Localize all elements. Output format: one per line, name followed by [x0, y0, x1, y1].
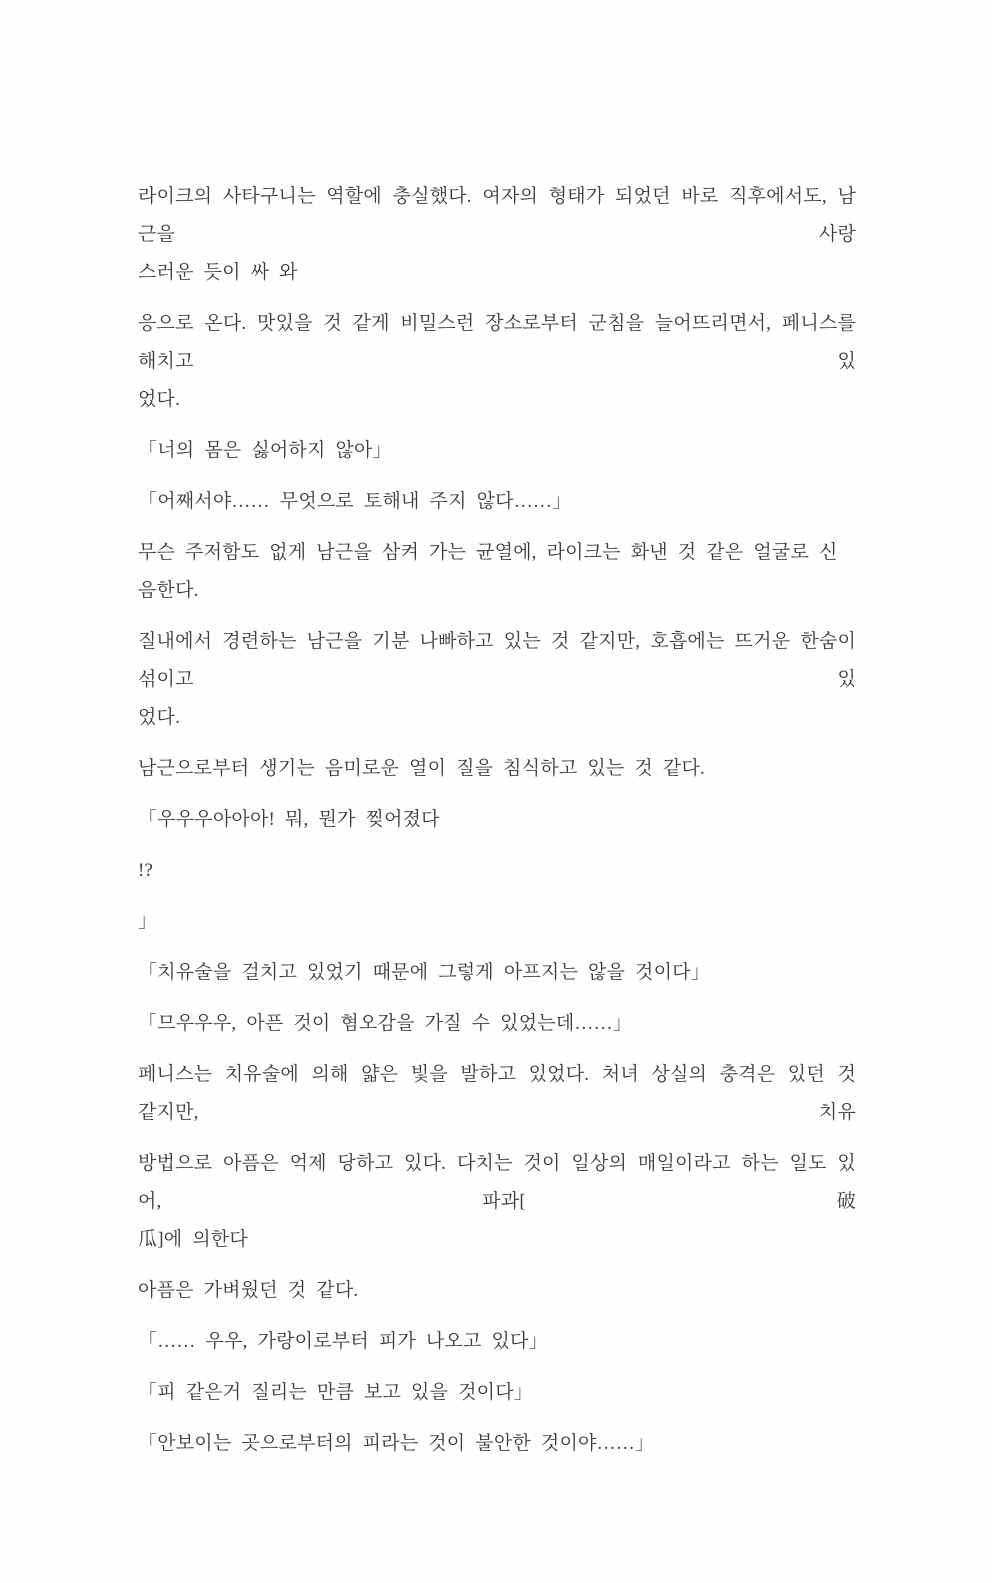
dialogue-line: 「므우우우, 아픈 것이 혐오감을 가질 수 있었는데……」 [138, 1013, 632, 1034]
paragraph [138, 954, 856, 992]
dialogue-line: 「피 같은거 질리는 만큼 보고 있을 것이다」 [138, 1382, 533, 1403]
paragraph [138, 432, 856, 470]
text-line: 瓜]에 의한다 [138, 1229, 248, 1250]
text-line: 아픔은 가벼웠던 것 같다. [138, 1280, 359, 1301]
dialogue-line: 「…… 우우, 가랑이로부터 피가 나오고 있다」 [138, 1331, 548, 1352]
text-line: !? [138, 860, 154, 881]
paragraph [138, 1374, 856, 1412]
text-line: 무슨 주저함도 없게 남근을 삼켜 가는 균열에, 라이크는 화낸 것 같은 얼굴로 신음한다. [138, 542, 838, 601]
text-line: 라이크의 사타구니는 역할에 충실했다. 여자의 형태가 되었던 바로 직후에서도, 남근을 사랑 [138, 186, 856, 245]
paragraph [138, 852, 856, 890]
paragraph [138, 903, 856, 941]
text-line: 스러운 듯이 싸 와 [138, 262, 298, 283]
paragraph [138, 534, 856, 610]
text-line: 남근으로부터 생기는 음미로운 열이 질을 침식하고 있는 것 같다. [138, 758, 705, 779]
paragraph [138, 305, 856, 419]
paragraph [138, 1323, 856, 1361]
text-line: 었다. [138, 389, 181, 410]
dialogue-line: 「치유술을 걸치고 있었기 때문에 그렇게 아프지는 않을 것이다」 [138, 962, 710, 983]
paragraph [138, 1005, 856, 1043]
dialogue-line: 「어째서야…… 무엇으로 토해내 주지 않다……」 [138, 491, 572, 512]
dialogue-line: 「안보이는 곳으로부터의 피라는 것이 불안한 것이야……」 [138, 1433, 655, 1454]
paragraph [138, 801, 856, 839]
paragraph [138, 483, 856, 521]
text-line: 었다. [138, 707, 181, 728]
text-line: 방법으로 아픔은 억제 당하고 있다. 다치는 것이 일상의 매일이라고 하는 일도 있어, 파과[破 [138, 1153, 856, 1212]
paragraph [138, 750, 856, 788]
paragraph [138, 1272, 856, 1310]
dialogue-line: 「너의 몸은 싫어하지 않아」 [138, 440, 392, 461]
paragraph [138, 1056, 856, 1132]
text-line: 응으로 온다. 맛있을 것 같게 비밀스런 장소로부터 군침을 늘어뜨리면서, 페니스를 해치고 있 [138, 313, 856, 372]
text-line: 페니스는 치유술에 의해 얇은 빛을 발하고 있었다. 처녀 상실의 충격은 있던 것 같지만, 치유 [138, 1064, 856, 1123]
text-line: 질내에서 경련하는 남근을 기분 나빠하고 있는 것 같지만, 호흡에는 뜨거운 한숨이 섞이고 있 [138, 631, 856, 690]
paragraph [138, 178, 856, 292]
paragraph [138, 623, 856, 737]
paragraph [138, 1145, 856, 1259]
dialogue-close-bracket: 」 [138, 911, 158, 932]
paragraph [138, 1425, 856, 1463]
dialogue-line: 「우우우아아아! 뭐, 뭔가 찢어졌다 [138, 809, 440, 830]
text-content [138, 178, 856, 1463]
